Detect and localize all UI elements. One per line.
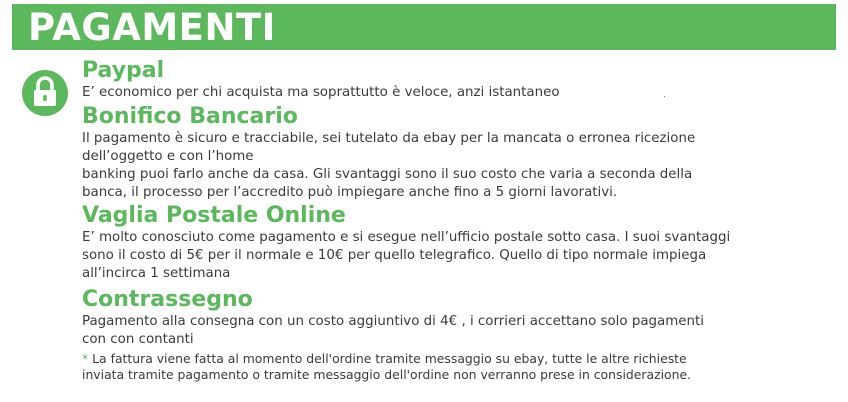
description-line: banca, il processo per l’accredito può impiegare anche fino a 5 giorni lavorativi. xyxy=(82,185,618,200)
title-banner xyxy=(12,4,836,50)
invoice-note xyxy=(82,351,828,383)
method-title: Paypal xyxy=(82,58,165,83)
note-line xyxy=(82,351,828,367)
method-bonifico-bancario xyxy=(82,104,828,202)
description-line: Il pagamento è sicuro e tracciabile, sei tutelato da ebay per la mancata o erronea ricezione xyxy=(82,131,696,146)
method-contrassegno xyxy=(82,287,828,349)
method-vaglia-postale-online xyxy=(82,203,828,283)
description-line: E’ molto conosciuto come pagamento e si esegue nell’ufficio postale sotto casa. I suoi svantaggi xyxy=(82,230,731,245)
method-description xyxy=(82,84,828,102)
payment-methods xyxy=(82,58,828,383)
method-description xyxy=(82,229,828,283)
description-line: dell’oggetto e con l’home xyxy=(82,149,254,164)
note-line: inviata tramite pagamento o tramite messaggio dell'ordine non verranno prese in considerazione. xyxy=(82,367,692,382)
method-title: Bonifico Bancario xyxy=(82,104,298,129)
description-line: Pagamento alla consegna con un costo aggiuntivo di 4€ , i corrieri accettano solo pagamenti xyxy=(82,314,705,329)
method-description xyxy=(82,313,828,349)
page-title: PAGAMENTI xyxy=(28,6,276,49)
description-line: all’incirca 1 settimana xyxy=(82,266,231,281)
method-title: Vaglia Postale Online xyxy=(82,203,346,228)
method-title: Contrassegno xyxy=(82,287,253,312)
method-description xyxy=(82,130,828,202)
stray-dot xyxy=(664,96,665,97)
description-line: sono il costo di 5€ per il normale e 10€ per quello telegrafico. Quello di tipo normale impiega xyxy=(82,248,707,263)
note-asterisk: * xyxy=(82,351,89,366)
description-line: con con contanti xyxy=(82,332,194,347)
method-paypal xyxy=(82,58,828,102)
note-text: La fattura viene fatta al momento dell'ordine tramite messaggio su ebay, tutte le altre richieste xyxy=(88,351,687,366)
lock-icon xyxy=(22,70,68,116)
description-line: E’ economico per chi acquista ma soprattutto è veloce, anzi istantaneo xyxy=(82,85,560,100)
description-line: banking puoi farlo anche da casa. Gli svantaggi sono il suo costo che varia a seconda della xyxy=(82,167,693,182)
